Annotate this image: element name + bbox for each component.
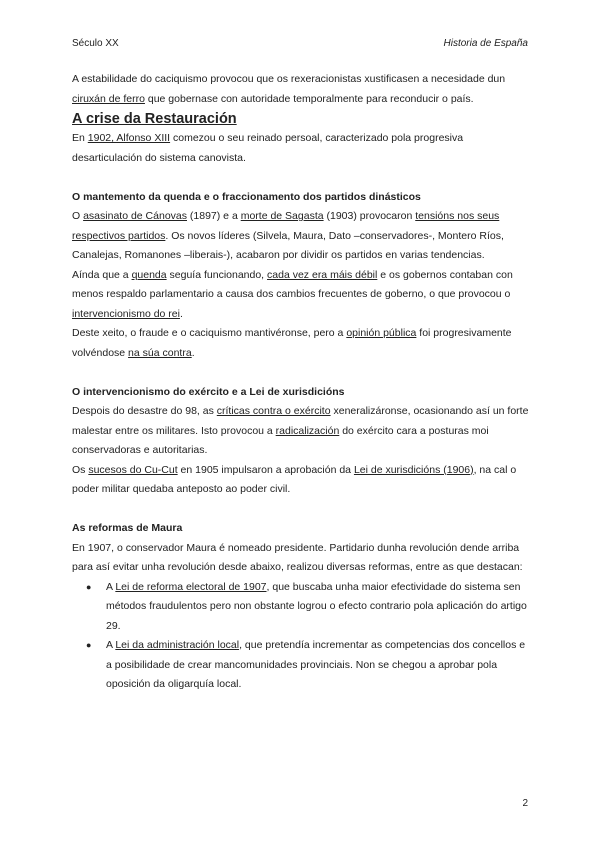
quenda-paragraph-1: O asasinato de Cánovas (1897) e a morte de Sagasta (1903) provocaron tensións nos seus respectivos partidos. Os novos líderes (Silvela, Maura, Dato –conservadores-, Montero Ríos, Canalejas, Romanones –liberais-), acabaron por dividir os partidos en varias tendencias. [72, 210, 504, 261]
document-body [72, 70, 530, 695]
maura-paragraph: En 1907, o conservador Maura é nomeado presidente. Partidario dunha revolución dende arriba para así evitar unha revolución desde abaixo, realizou diversas reformas, entre as que destacan: [72, 541, 523, 573]
army-paragraph-1: Despois do desastre do 98, as críticas contra o exército xeneralizáronse, ocasionando así un forte malestar entre os militares. Isto provocou a radicalización do exército cara a posturas moi conservadoras e autoritarias. [72, 405, 529, 456]
alfonso-term: 1902, Alfonso XIII [87, 132, 171, 144]
reforms-list [72, 578, 530, 695]
quenda-paragraph-3: Deste xeito, o fraude e o caciquismo mantivéronse, pero a opinión pública foi progresivamente volvéndose na súa contra. [72, 327, 512, 359]
crisis-heading: A crise da Restauración [72, 111, 237, 127]
quenda-heading: O mantemento da quenda e o fraccionamento dos partidos dinásticos [72, 190, 421, 203]
army-heading: O intervencionismo do exército e a Lei de xurisdicións [72, 385, 345, 398]
crisis-paragraph: En 1902, Alfonso XIII comezou o seu reinado persoal, caracterizado pola progresiva desarticulación do sistema canovista. [72, 132, 464, 164]
list-item: ● A Lei da administración local, que pretendía incrementar as competencias dos concellos e a posibilidade de crear mancomunidades provinciais. Non se chegou a aprobar pola oposición da oligarquía local. [72, 636, 530, 695]
intro-paragraph: A estabilidade do caciquismo provocou que os rexeracionistas xustificasen a necesidade dun ciruxán de ferro que gobernase con autoridade temporalmente para reconducir o país. [72, 73, 506, 105]
list-item: ● A Lei de reforma electoral de 1907, que buscaba unha maior efectividade do sistema sen métodos fraudulentos pero non obstante logrou o efecto contrario pola aplicación do artigo 29. [72, 578, 530, 637]
army-paragraph-2: Os sucesos do Cu-Cut en 1905 impulsaron a aprobación da Lei de xurisdicións (1906), na cal o poder militar quedaba anteposto ao poder civil. [72, 463, 517, 495]
page-number: 2 [522, 798, 528, 809]
ciruxan-term: ciruxán de ferro [72, 92, 145, 105]
header-section-title: Século XX [72, 38, 119, 49]
quenda-paragraph-2: Aínda que a quenda seguía funcionando, cada vez era máis débil e os gobernos contaban con menos respaldo parlamentario a causa dos cambios frecuentes de goberno, o que provocou o intervencionismo do rei. [72, 268, 513, 320]
maura-heading: As reformas de Maura [72, 522, 183, 534]
header-document-title: Historia de España [443, 38, 528, 49]
